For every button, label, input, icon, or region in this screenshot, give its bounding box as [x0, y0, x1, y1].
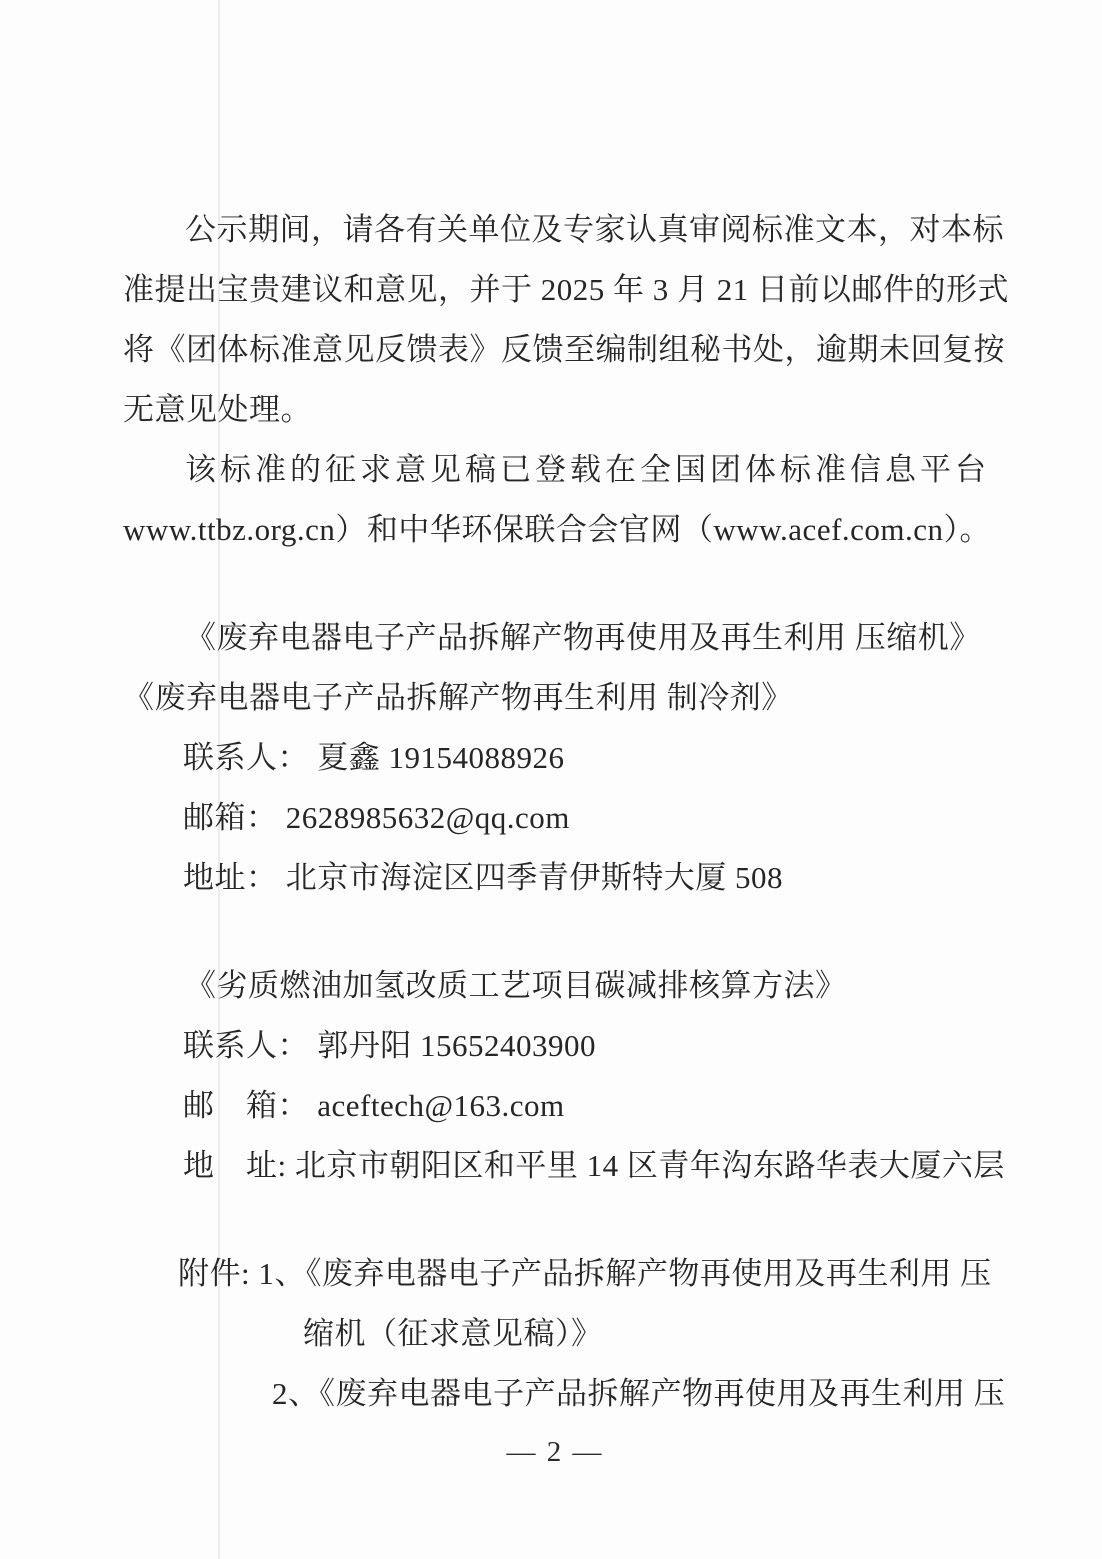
standard2-address: 地 址: 北京市朝阳区和平里 14 区青年沟东路华表大厦六层	[183, 1148, 1005, 1183]
paragraph1-line1: 公示期间，请各有关单位及专家认真审阅标准文本，对本标	[185, 212, 1004, 247]
standard1-email: 邮箱： 2628985632@qq.com	[183, 800, 570, 835]
attachments-line2: 缩机（征求意见稿）》	[303, 1316, 603, 1351]
paragraph1-line2: 准提出宝贵建议和意见，并于 2025 年 3 月 21 日前以邮件的形式	[123, 272, 1009, 307]
paragraph2-line1: 该标准的征求意见稿已登载在全国团体标准信息平台	[185, 452, 990, 487]
paragraph2-line2: www.ttbz.org.cn）和中华环保联合会官网（www.acef.com.cn）。	[123, 512, 992, 547]
standard1-contact: 联系人： 夏鑫 19154088926	[183, 740, 565, 775]
standard2-contact: 联系人： 郭丹阳 15652403900	[183, 1028, 596, 1063]
standard1-address: 地址： 北京市海淀区四季青伊斯特大厦 508	[183, 860, 783, 895]
paragraph1-line4: 无意见处理。	[123, 392, 312, 427]
standard2-email: 邮 箱： aceftech@163.com	[183, 1088, 565, 1123]
standard2-title: 《劣质燃油加氢改质工艺项目碳减排核算方法》	[185, 968, 847, 1003]
attachments-line3: 2、《废弃电器电子产品拆解产物再使用及再生利用 压	[272, 1376, 1006, 1411]
page-number: — 2 —	[506, 1436, 604, 1468]
standard1-title-line1: 《废弃电器电子产品拆解产物再使用及再生利用 压缩机》	[185, 620, 981, 655]
standard1-title-line2: 《废弃电器电子产品拆解产物再生利用 制冷剂》	[123, 680, 793, 715]
paragraph1-line3: 将《团体标准意见反馈表》反馈至编制组秘书处，逾期未回复按	[123, 332, 1005, 367]
attachments-line1: 附件: 1、《废弃电器电子产品拆解产物再使用及再生利用 压	[178, 1256, 992, 1291]
